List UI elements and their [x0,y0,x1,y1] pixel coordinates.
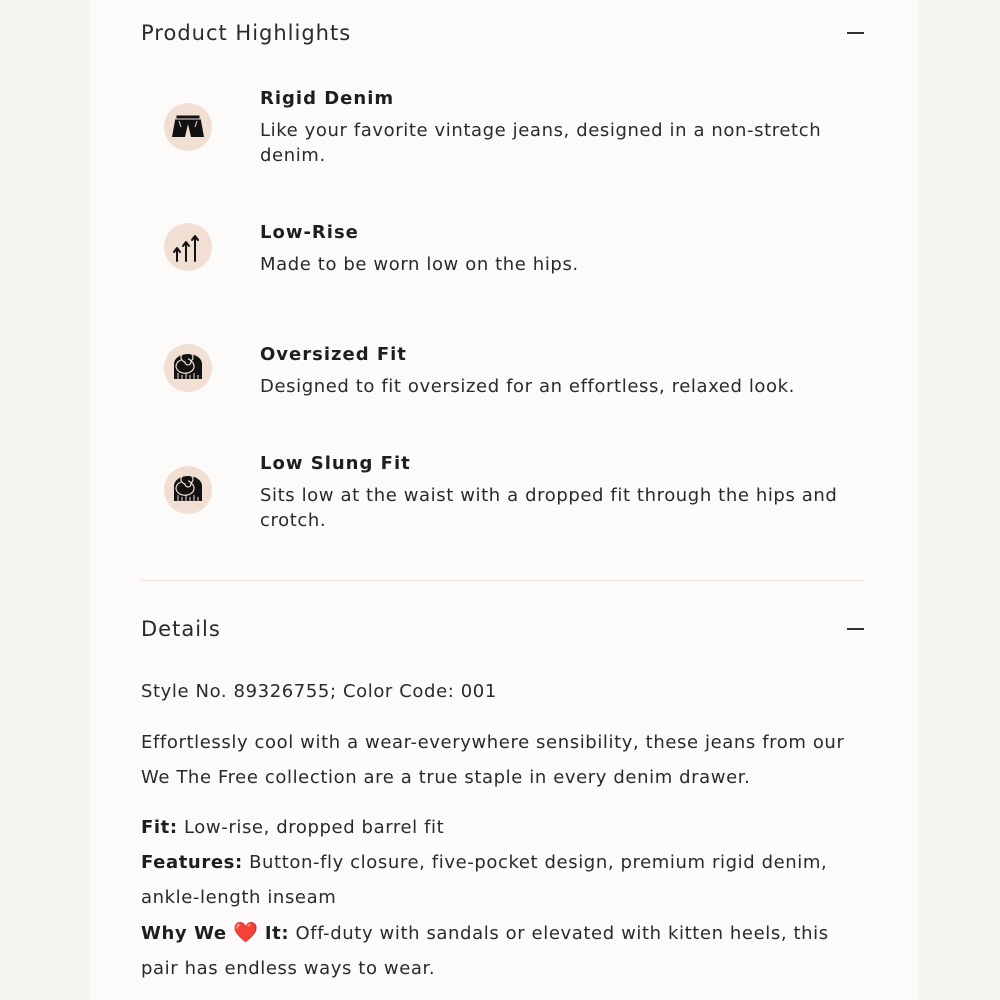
highlight-title: Low Slung Fit [260,453,411,474]
why-label-start: Why We [141,923,227,944]
features-value: Button-fly closure, five-pocket design, premium rigid denim, ankle-length inseam [141,852,828,908]
why-value: Off-duty with sandals or elevated with kitten heels, this pair has endless ways to wear. [141,923,829,979]
arrows-up-icon [164,223,212,271]
highlights-accordion-header[interactable] [141,13,864,53]
heart-icon: ❤️ [233,920,259,944]
fit-value: Low-rise, dropped barrel fit [184,817,445,838]
highlight-description: Sits low at the waist with a dropped fit through the hips and crotch. [260,485,838,531]
highlight-description: Designed to fit oversized for an effortless, relaxed look. [260,376,795,397]
details-description [141,725,864,795]
features-line [141,845,864,915]
description-text: Effortlessly cool with a wear-everywhere sensibility, these jeans from our We The Free collection are a true staple in every denim drawer. [141,732,845,788]
highlight-title: Rigid Denim [260,88,395,109]
measuring-tape-icon [164,344,212,392]
features-label: Features: [141,852,243,873]
highlight-description: Made to be worn low on the hips. [260,254,579,275]
highlight-description: Like your favorite vintage jeans, designed in a non-stretch denim. [260,120,822,166]
highlights-title: Product Highlights [141,21,352,45]
why-we-love-it-line [141,915,864,986]
highlight-title: Low-Rise [260,222,359,243]
section-divider [141,580,864,581]
shorts-icon [164,103,212,151]
fit-line [141,810,864,845]
details-title: Details [141,617,221,641]
details-collapse-button[interactable] [834,614,864,644]
minus-icon [847,32,864,34]
details-accordion-header[interactable] [141,609,864,649]
highlight-title: Oversized Fit [260,344,407,365]
details-specs [141,810,864,986]
measuring-tape-icon [164,466,212,514]
why-label-end: It: [264,923,290,944]
minus-icon [847,628,864,630]
fit-label: Fit: [141,817,178,838]
details-style-number [141,674,864,709]
highlights-collapse-button[interactable] [834,18,864,48]
style-number-text: Style No. 89326755; Color Code: 001 [141,681,497,702]
